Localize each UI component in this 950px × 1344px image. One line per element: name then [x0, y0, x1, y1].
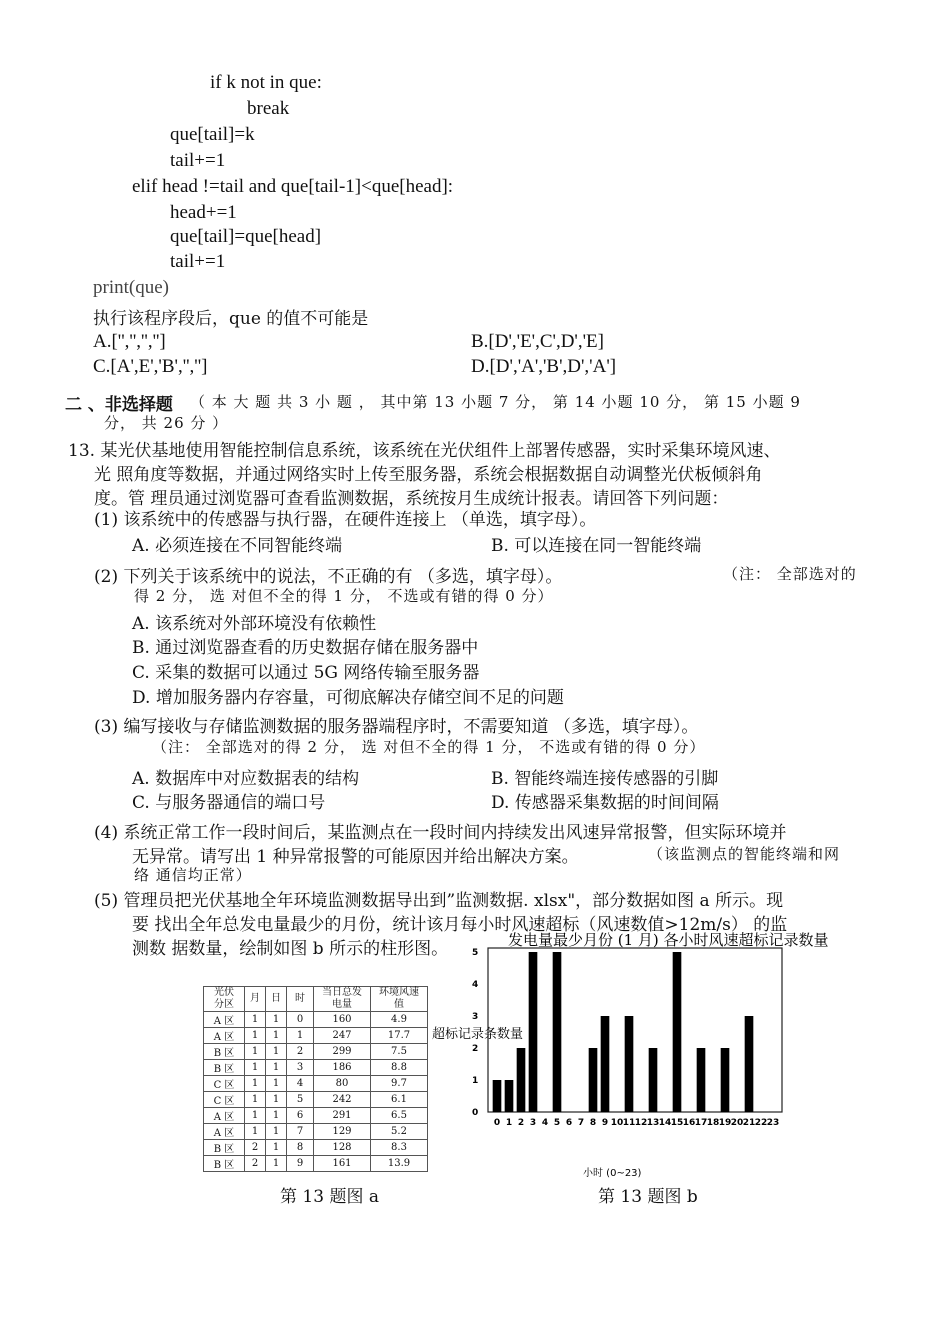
chart-bar	[529, 952, 538, 1112]
code-line: elif head !=tail and que[tail-1]<que[head]:	[132, 176, 454, 197]
table-cell: 129	[314, 1124, 371, 1140]
table-cell: 1	[266, 1028, 287, 1044]
table-cell: 247	[314, 1028, 371, 1044]
table-cell: C 区	[204, 1076, 245, 1092]
table-cell: 6.5	[371, 1108, 428, 1124]
table-cell: 7	[287, 1124, 314, 1140]
table-cell: 9.7	[371, 1076, 428, 1092]
code-line: print(que)	[93, 277, 169, 298]
x-tick-label: 10	[610, 1118, 624, 1128]
table-cell: 3	[287, 1060, 314, 1076]
x-tick-label: 7	[577, 1118, 585, 1128]
y-tick-label: 1	[472, 1076, 479, 1086]
table-cell: C 区	[204, 1092, 245, 1108]
table-cell: 1	[266, 1012, 287, 1028]
table-cell: 1	[245, 1028, 266, 1044]
table-row	[204, 1156, 428, 1172]
y-tick-label: 2	[472, 1044, 479, 1054]
x-tick-label: 13	[646, 1118, 660, 1128]
table-cell: 1	[245, 1108, 266, 1124]
table-cell: 291	[314, 1108, 371, 1124]
code-line: tail+=1	[170, 150, 226, 171]
wind-exceed-bar-chart	[428, 926, 868, 1186]
chart-bar	[721, 1048, 730, 1112]
table-header: 当日总发 电量	[314, 987, 371, 1012]
table-cell: 1	[266, 1060, 287, 1076]
chart-bar	[697, 1048, 706, 1112]
figure-a	[203, 986, 428, 1172]
table-cell: B 区	[204, 1044, 245, 1060]
table-cell: 1	[287, 1028, 314, 1044]
section-title: 二 、非选择题	[65, 395, 173, 415]
table-cell: 1	[266, 1092, 287, 1108]
table-cell: 1	[266, 1108, 287, 1124]
code-line: tail+=1	[170, 251, 226, 272]
q13-part2-option-d: D. 增加服务器内存容量，可彻底解决存储空间不足的问题	[132, 688, 564, 708]
x-tick-label: 4	[541, 1118, 549, 1128]
x-tick-label: 5	[553, 1118, 561, 1128]
q13-part2-option-b: B. 通过浏览器查看的历史数据存储在服务器中	[132, 638, 479, 658]
table-cell: 4	[287, 1076, 314, 1092]
section-note: 分， 共 26 分 ）	[104, 414, 229, 432]
table-cell: 17.7	[371, 1028, 428, 1044]
table-cell: 8.8	[371, 1060, 428, 1076]
table-cell: 1	[266, 1156, 287, 1172]
table-cell: 1	[266, 1140, 287, 1156]
table-header: 时	[287, 987, 314, 1012]
table-row	[204, 1028, 428, 1044]
table-row	[204, 1060, 428, 1076]
table-cell: B 区	[204, 1060, 245, 1076]
table-cell: 242	[314, 1092, 371, 1108]
table-cell: 1	[266, 1076, 287, 1092]
chart-bar	[673, 952, 682, 1112]
x-tick-label: 2	[517, 1118, 525, 1128]
x-tick-label: 16	[682, 1118, 696, 1128]
table-cell: 1	[245, 1076, 266, 1092]
table-header: 月	[245, 987, 266, 1012]
table-cell: 7.5	[371, 1044, 428, 1060]
q13-intro: 度。管 理员通过浏览器可查看监测数据，系统按月生成统计报表。请回答下列问题：	[94, 489, 729, 509]
y-tick-label: 3	[472, 1012, 479, 1022]
chart-bar	[601, 1016, 610, 1112]
q13-part2: (2) 下列关于该系统中的说法，不正确的有 （多选，填字母）。	[94, 567, 563, 587]
q13-part3: (3) 编写接收与存储监测数据的服务器端程序时，不需要知道 （多选，填字母）。	[94, 717, 699, 737]
table-cell: 128	[314, 1140, 371, 1156]
table-cell: 5	[287, 1092, 314, 1108]
x-tick-label: 21	[742, 1118, 756, 1128]
x-tick-label: 11	[622, 1118, 636, 1128]
table-cell: A 区	[204, 1124, 245, 1140]
table-cell: 8	[287, 1140, 314, 1156]
chart-title: 发电量最少月份 (1 月) 各小时风速超标记录数量	[508, 931, 829, 949]
q13-intro: 13. 某光伏基地使用智能控制信息系统，该系统在光伏组件上部署传感器，实时采集环境风速、	[68, 441, 781, 461]
q13-part2-option-a: A. 该系统对外部环境没有依赖性	[132, 614, 377, 634]
chart-bar	[517, 1048, 526, 1112]
table-row	[204, 1124, 428, 1140]
table-cell: 4.9	[371, 1012, 428, 1028]
chart-bar	[493, 1080, 502, 1112]
q13-part4: 无异常。请写出 1 种异常报警的可能原因并给出解决方案。	[132, 847, 579, 867]
x-tick-label: 19	[718, 1118, 732, 1128]
table-cell: A 区	[204, 1028, 245, 1044]
table-cell: 299	[314, 1044, 371, 1060]
table-cell: 160	[314, 1012, 371, 1028]
q13-part2-note: （注： 全部选对的	[723, 565, 857, 583]
q13-part3-option-c: C. 与服务器通信的端口号	[132, 793, 326, 813]
y-tick-label: 0	[472, 1108, 479, 1118]
chart-y-label: 超标记录条数量	[432, 1027, 524, 1042]
table-row	[204, 1140, 428, 1156]
q13-intro: 光 照角度等数据，并通过网络实时上传至服务器，系统会根据数据自动调整光伏板倾斜角	[94, 465, 763, 485]
table-cell: 1	[266, 1044, 287, 1060]
table-cell: 13.9	[371, 1156, 428, 1172]
x-tick-label: 15	[670, 1118, 684, 1128]
table-row	[204, 1092, 428, 1108]
code-line: break	[247, 98, 290, 119]
table-cell: 1	[245, 1092, 266, 1108]
table-cell: 1	[245, 1124, 266, 1140]
q13-part5: 测数 据数量，绘制如图 b 所示的柱形图。	[132, 939, 449, 959]
code-line: que[tail]=que[head]	[170, 226, 322, 247]
x-tick-label: 17	[694, 1118, 708, 1128]
q13-part2-option-c: C. 采集的数据可以通过 5G 网络传输至服务器	[132, 663, 480, 683]
q12-option-d: D.[D','A','B',D','A']	[471, 356, 617, 377]
table-cell: 1	[245, 1012, 266, 1028]
code-line: if k not in que:	[210, 72, 322, 93]
table-cell: 161	[314, 1156, 371, 1172]
table-cell: 9	[287, 1156, 314, 1172]
table-cell: A 区	[204, 1012, 245, 1028]
table-row	[204, 1076, 428, 1092]
q13-part5: 要 找出全年总发电量最少的月份，统计该月每小时风速超标（风速数值>12m/s） 的监	[132, 915, 788, 935]
y-tick-label: 5	[472, 948, 479, 958]
x-tick-label: 3	[529, 1118, 537, 1128]
table-cell: 6	[287, 1108, 314, 1124]
q13-part3-option-d: D. 传感器采集数据的时间间隔	[491, 793, 719, 813]
q13-part1-option-b: B. 可以连接在同一智能终端	[491, 536, 702, 556]
table-cell: 2	[287, 1044, 314, 1060]
x-tick-label: 9	[601, 1118, 609, 1128]
table-row	[204, 1108, 428, 1124]
q13-part3-option-a: A. 数据库中对应数据表的结构	[132, 769, 360, 789]
figure-b-caption: 第 13 题图 b	[598, 1187, 698, 1207]
table-header: 日	[266, 987, 287, 1012]
chart-bar	[553, 952, 562, 1112]
table-row	[204, 1012, 428, 1028]
chart-bar	[745, 1016, 754, 1112]
q13-part1-option-a: A. 必须连接在不同智能终端	[132, 536, 343, 556]
chart-x-label: 小时 (0~23)	[583, 1168, 642, 1179]
x-tick-label: 12	[634, 1118, 648, 1128]
section-note: （ 本 大 题 共 3 小 题 ， 其中第 13 小题 7 分， 第 14 小题 10 分， 第 15 小题 9	[190, 393, 801, 411]
code-line: head+=1	[170, 202, 237, 223]
table-header: 光伏 分区	[204, 987, 245, 1012]
q13-part5: (5) 管理员把光伏基地全年环境监测数据导出到”监测数据. xlsx"，部分数据如图 a 所示。现	[94, 891, 784, 911]
x-tick-label: 6	[565, 1118, 573, 1128]
q12-option-c: C.[A',E','B','','']	[93, 356, 208, 377]
table-cell: A 区	[204, 1108, 245, 1124]
table-cell: B 区	[204, 1140, 245, 1156]
table-cell: 0	[287, 1012, 314, 1028]
chart-bar	[505, 1080, 514, 1112]
table-cell: 1	[245, 1060, 266, 1076]
x-tick-label: 0	[493, 1118, 501, 1128]
table-cell: 186	[314, 1060, 371, 1076]
x-tick-label: 8	[589, 1118, 597, 1128]
chart-bar	[625, 1016, 634, 1112]
table-cell: 5.2	[371, 1124, 428, 1140]
q12-stem: 执行该程序段后，que 的值不可能是	[93, 309, 369, 329]
chart-bar	[649, 1048, 658, 1112]
x-tick-label: 14	[658, 1118, 672, 1128]
table-header: 环境风速 值	[371, 987, 428, 1012]
x-tick-label: 1	[505, 1118, 513, 1128]
q12-option-a: A.['','','','']	[93, 331, 166, 352]
code-line: que[tail]=k	[170, 124, 255, 145]
q13-part4-note: （该监测点的智能终端和网	[648, 845, 841, 863]
table-cell: 6.1	[371, 1092, 428, 1108]
table-cell: 80	[314, 1076, 371, 1092]
table-cell: 2	[245, 1140, 266, 1156]
figure-a-caption: 第 13 题图 a	[280, 1187, 379, 1207]
x-tick-label: 23	[766, 1118, 780, 1128]
table-cell: 2	[245, 1156, 266, 1172]
y-tick-label: 4	[472, 980, 479, 990]
q13-part3-option-b: B. 智能终端连接传感器的引脚	[491, 769, 719, 789]
q12-option-b: B.[D','E',C',D','E]	[471, 331, 604, 352]
x-tick-label: 18	[706, 1118, 720, 1128]
q13-part4: (4) 系统正常工作一段时间后，某监测点在一段时间内持续发出风速异常报警，但实际环境并	[94, 823, 787, 843]
table-cell: 1	[266, 1124, 287, 1140]
table-row	[204, 1044, 428, 1060]
x-tick-label: 22	[754, 1118, 768, 1128]
monitoring-data-table	[203, 986, 428, 1172]
chart-bar	[589, 1048, 598, 1112]
q13-part1: (1) 该系统中的传感器与执行器，在硬件连接上 （单选，填字母）。	[94, 510, 597, 530]
q13-part3-note: （注： 全部选对的得 2 分， 选 对但不全的得 1 分， 不选或有错的得 0 分）	[152, 738, 706, 756]
x-tick-label: 20	[730, 1118, 744, 1128]
q13-part2-note: 得 2 分， 选 对但不全的得 1 分， 不选或有错的得 0 分）	[134, 587, 554, 605]
table-cell: 1	[245, 1044, 266, 1060]
table-cell: B 区	[204, 1156, 245, 1172]
table-cell: 8.3	[371, 1140, 428, 1156]
q13-part4-note: 络 通信均正常）	[134, 866, 252, 884]
